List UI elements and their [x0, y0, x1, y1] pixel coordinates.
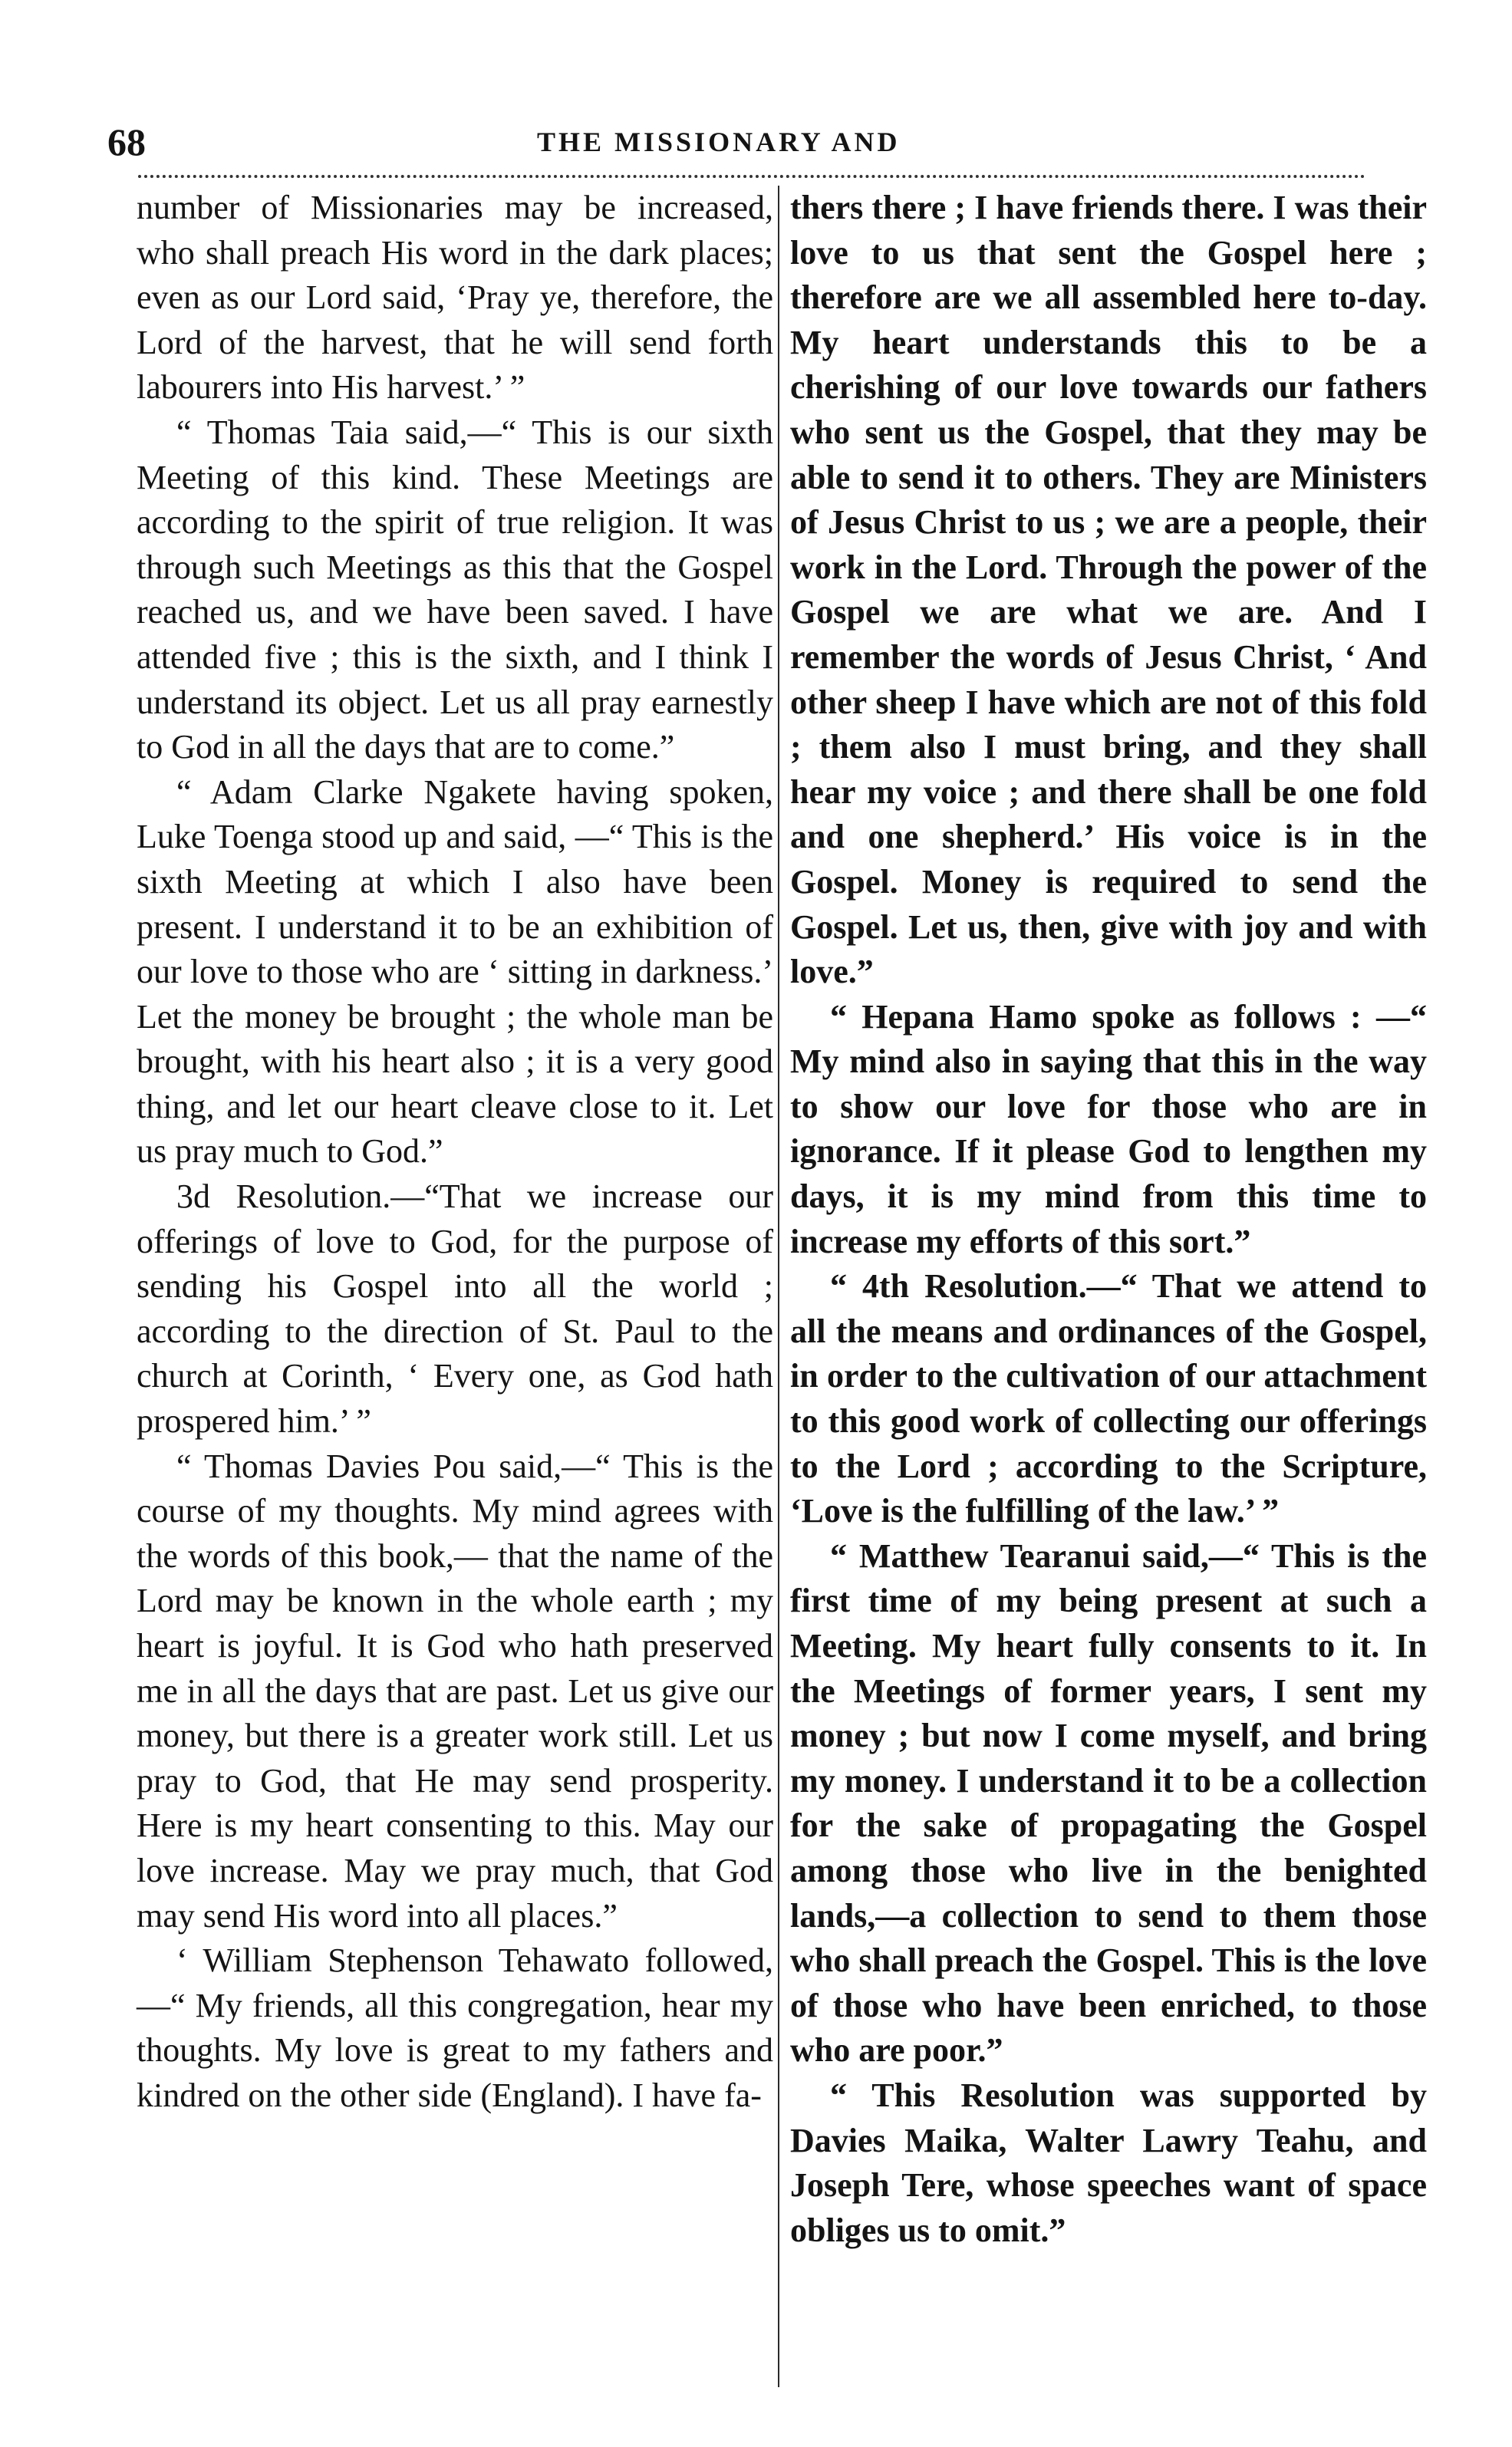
- paragraph: number of Missionaries may be increased, who shall preach His word in the dark places; even as our Lord said, ‘Pray ye, therefore, the Lord of the harvest, that he will send forth labourers into His harvest.’ ”: [137, 189, 773, 407]
- header-rule: [138, 175, 1365, 178]
- column-divider: [778, 186, 779, 2387]
- paragraph: 3d Resolution.—“That we increase our offerings of love to God, for the purpose of sending his Gospel into all the world ; according to the direction of St. Paul to the church at Corinth, ‘ Every one, as God hath prospered him.’ ”: [137, 1177, 773, 1441]
- paragraph: “ Thomas Taia said,—“ This is our sixth Meeting of this kind. These Meetings are according to the spirit of true religion. It was through such Meetings as this that the Gospel reached us, and we have been saved. I have attended five ; this is the sixth, and I think I understand its object. Let us all pray earnestly to God in all the days that are to come.”: [137, 413, 773, 766]
- paragraph: ‘ William Stephenson Tehawato followed,—“ My friends, all this congregation, hear my thoughts. My love is great to my fathers and kindred on the other side (England). I have fa-: [137, 1941, 773, 2114]
- right-column: [790, 186, 1427, 2253]
- paragraph: thers there ; I have friends there. I was their love to us that sent the Gospel here ; therefore are we all assembled here to-day. My heart understands this to be a cherishing of our love towards our fathers who sent us the Gospel, that they may be able to send it to others. They are Ministers of Jesus Christ to us ; we are a people, their work in the Lord. Through the power of the Gospel we are what we are. And I remember the words of Jesus Christ, ‘ And other sheep I have which are not of this fold ; them also I must bring, and they shall hear my voice ; and there shall be one fold and one shepherd.’ His voice is in the Gospel. Money is required to send the Gospel. Let us, then, give with joy and with love.”: [790, 189, 1427, 991]
- paragraph: “ Matthew Tearanui said,—“ This is the first time of my being present at such a Meeting. My heart fully consents to it. In the Meetings of former years, I sent my money ; but now I come myself, and bring my money. I understand it to be a collection for the sake of propagating the Gospel among those who live in the benighted lands,—a collection to send to them those who shall preach the Gospel. This is the love of those who have been enriched, to those who are poor.”: [790, 1536, 1427, 2070]
- paragraph: “ Hepana Hamo spoke as follows : —“ My mind also in saying that this in the way to show our love for those who are in ignorance. If it please God to lengthen my days, it is my mind from this time to increase my efforts of this sort.”: [790, 997, 1427, 1260]
- left-column: [137, 186, 773, 2119]
- paragraph: “ This Resolution was supported by Davies Maika, Walter Lawry Teahu, and Joseph Tere, whose speeches want of space obliges us to omit.”: [790, 2076, 1427, 2249]
- page-header: [107, 115, 1365, 169]
- paragraph: “ Adam Clarke Ngakete having spoken, Luke Toenga stood up and said, —“ This is the sixth Meeting at which I also have been present. I understand it to be an exhibition of our love to those who are ‘ sitting in darkness.’ Let the money be brought ; the whole man be brought, with his heart also ; it is a very good thing, and let our heart cleave close to it. Let us pray much to God.”: [137, 772, 773, 1171]
- page-number: 68: [107, 120, 146, 163]
- paragraph: “ 4th Resolution.—“ That we attend to all the means and ordinances of the Gospel, in order to the cultivation of our attachment to this good work of collecting our offerings to the Lord ; according to the Scripture, ‘Love is the fulfilling of the law.’ ”: [790, 1267, 1427, 1530]
- running-title: THE MISSIONARY AND: [537, 127, 901, 157]
- paragraph: “ Thomas Davies Pou said,—“ This is the course of my thoughts. My mind agrees with the words of this book,— that the name of the Lord may be known in the whole earth ; my heart is joyful. It is God who hath preserved me in all the days that are past. Let us give our money, but there is a greater work still. Let us pray to God, that He may send prosperity. Here is my heart consenting to this. May our love increase. May we pray much, that God may send His word into all places.”: [137, 1447, 773, 1935]
